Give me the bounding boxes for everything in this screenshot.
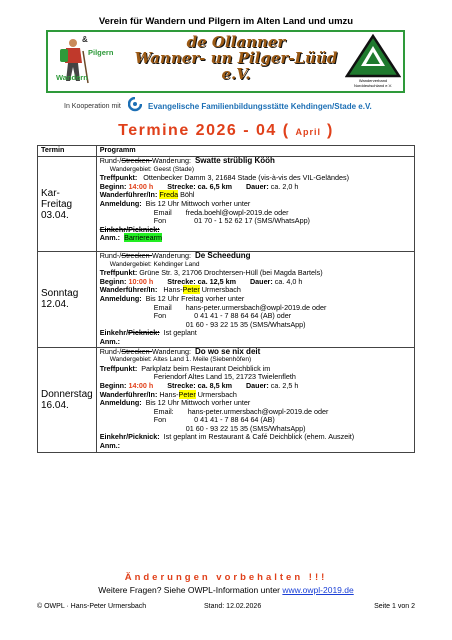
table-row: [38, 347, 415, 452]
logo-wandern: Wandern: [56, 73, 88, 82]
guide-post: Böhl: [178, 190, 195, 200]
signup-value: Bis 12 Uhr Freitag vorher unter: [145, 293, 245, 303]
duration-value: ca. 2,0 h: [270, 181, 299, 191]
signup-label: Anmeldung:: [99, 198, 142, 208]
club-name-line3: e.V.: [221, 65, 251, 83]
event-note: [100, 442, 411, 451]
signup-value: Bis 12 Uhr Mittwoch vorher unter: [145, 198, 251, 208]
meet2-value: Feriendorf Altes Land 15, 21723 Twielenfleth: [153, 372, 296, 382]
footer-page: Seite 1 von 2: [374, 603, 415, 610]
distance-value: ca. 8,5 km: [197, 380, 232, 390]
type-b: Wanderung:: [152, 156, 191, 165]
club-name: [128, 34, 344, 82]
event-note: [100, 234, 411, 243]
meet-value: Grüne Str. 3, 21706 Drochtersen-Hüll (bei Magda Bartels): [139, 268, 323, 278]
begin-label: Beginn:: [99, 276, 127, 286]
email-value[interactable]: hans-peter.urmersbach@owpl-2019.de oder: [185, 302, 327, 312]
phone-value: 01 70 - 1 52 62 17 (SMS/WhatsApp): [194, 216, 310, 226]
event-program: [96, 347, 414, 452]
event-title: Do wo se nix deit: [194, 346, 261, 356]
stop-value: Ist geplant: [163, 328, 197, 338]
type-a: Rund-/: [99, 156, 122, 165]
table-row: [38, 157, 415, 252]
coop-org: Evangelische Familienbildungsstätte Kehdingen/Stade e.V.: [148, 102, 372, 111]
meet-label: Treffpunkt:: [99, 363, 138, 373]
type-strike: Strecken-: [121, 251, 153, 260]
col-day-header: Termin: [38, 146, 97, 157]
guide-post: Urmersbach: [199, 285, 241, 295]
email-value[interactable]: hans-peter.urmersbach@owpl-2019.de oder: [187, 406, 329, 416]
wanderverband-badge: [345, 34, 401, 91]
begin-label: Beginn:: [99, 380, 127, 390]
guide-post: Urmersbach: [195, 389, 237, 399]
stop-b: Picknick:: [128, 432, 160, 442]
event-area: Wandergebiet: Kehdinger Land: [109, 260, 200, 268]
signup-label: Anmeldung:: [99, 398, 142, 408]
stop-a: Einkehr/: [99, 432, 129, 442]
distance-label: Strecke:: [167, 380, 196, 390]
duration-label: Dauer:: [245, 380, 269, 390]
begin-value: 14:00 h: [128, 380, 154, 390]
begin-label: Beginn:: [99, 181, 127, 191]
logo-pilgern: Pilgern: [88, 48, 114, 57]
email-value[interactable]: freda.boehl@owpl-2019.de oder: [185, 207, 289, 217]
type-a: Rund-/: [99, 251, 122, 260]
meet-label: Treffpunkt:: [99, 268, 138, 278]
title-month: April: [295, 127, 322, 137]
email-label: Email:: [153, 406, 174, 416]
phone-label: Fon: [153, 415, 167, 425]
guide-highlight: Freda: [159, 190, 179, 200]
distance-value: ca. 6,5 km: [197, 181, 232, 191]
signup-value: Bis 12 Uhr Mittwoch vorher unter: [145, 398, 251, 408]
schedule-table: [37, 145, 415, 453]
begin-value: 10:00 h: [128, 276, 154, 286]
event-note: [100, 338, 411, 347]
duration-value: ca. 2,5 h: [270, 380, 299, 390]
type-b: Wanderung:: [152, 346, 191, 356]
note-label: Anm.:: [99, 441, 121, 451]
family-logo-icon: [128, 97, 142, 113]
title-close: ): [326, 122, 334, 139]
note-label: Anm.:: [99, 336, 121, 346]
phone-label: Fon: [153, 216, 167, 226]
phone2-value: 01 60 - 93 22 15 35 (SMS/WhatsApp): [185, 423, 306, 433]
guide-pre: Hans-: [159, 389, 179, 399]
type-b: Wanderung:: [152, 251, 191, 260]
event-area: Wandergebiet: Altes Land 1. Meile (Siebenhöfen): [109, 356, 252, 364]
title-main: Termine 2026 - 04: [118, 122, 277, 139]
footer-copyright: © OWPL · Hans-Peter Urmersbach: [37, 603, 147, 610]
stop-a: Einkehr/: [99, 328, 129, 338]
event-type: [100, 252, 411, 261]
stop-b: Picknick:: [128, 328, 160, 338]
distance-value: ca. 12,5 km: [197, 276, 236, 286]
event-title: Swatte strüblig Kööh: [194, 156, 275, 165]
meet-label: Treffpunkt:: [99, 173, 138, 183]
phone-value: 0 41 41 - 7 88 64 64 (AB): [194, 415, 275, 425]
page-title: [0, 122, 452, 140]
club-banner: [46, 30, 405, 93]
email-label: Email: [153, 302, 172, 312]
website-link[interactable]: www.owpl-2019.de: [282, 585, 354, 595]
event-date: Donnerstag 16.04.: [38, 347, 97, 452]
phone2-value: 01 60 - 93 22 15 35 (SMS/WhatsApp): [185, 319, 306, 329]
stop-b: Picknick:: [128, 224, 160, 234]
col-program-header: Programm: [96, 146, 414, 157]
more-text: Weitere Fragen? Siehe OWPL-Information unter: [98, 585, 280, 595]
event-type: [100, 348, 411, 357]
event-type: [100, 157, 411, 166]
changes-notice: Änderungen vorbehalten !!!: [124, 572, 328, 583]
guide-label: Wanderführer/In:: [99, 190, 158, 200]
event-program: [96, 157, 414, 252]
event-date: Sonntag 12.04.: [38, 252, 97, 348]
signup-label: Anmeldung:: [99, 293, 142, 303]
duration-value: ca. 4,0 h: [274, 276, 303, 286]
meet-value: Ottenbecker Damm 3, 21684 Stade (vis-à-vis des VIL-Geländes): [143, 173, 349, 183]
table-row: [38, 252, 415, 348]
coop-label: In Kooperation mit: [64, 103, 121, 110]
logo-amp: &: [82, 35, 88, 44]
stop-a: Einkehr/: [99, 224, 129, 234]
type-a: Rund-/: [99, 346, 122, 356]
event-stop: [100, 433, 411, 442]
type-strike: Strecken-: [121, 346, 153, 356]
guide-highlight: Peter: [182, 285, 200, 295]
event-stop: [100, 329, 411, 338]
event-area: Wandergebiet: Geest (Stade): [109, 165, 195, 173]
duration-label: Dauer:: [245, 181, 269, 191]
email-label: Email: [153, 207, 172, 217]
event-title: De Scheedung: [194, 251, 251, 260]
footer-date: Stand: 12.02.2026: [204, 603, 262, 610]
stop-value: Ist geplant im Restaurant & Café Deichblick (ehem. Auszeit): [163, 432, 355, 442]
begin-value: 14:00 h: [128, 181, 154, 191]
type-strike: Strecken-: [121, 156, 153, 165]
guide-pre: Hans-: [163, 285, 183, 295]
phone-value: 0 41 41 - 7 88 64 64 (AB) oder: [194, 311, 292, 321]
mountain-badge-icon: [345, 34, 401, 78]
title-open: (: [282, 122, 290, 139]
hiker-logo: [52, 35, 132, 90]
badge-text: Wanderverband Norddeutschland e.V.: [353, 78, 393, 88]
guide-label: Wanderführer/In:: [99, 285, 158, 295]
club-name-line1: de Ollanner: [186, 33, 286, 51]
guide-highlight: Peter: [178, 389, 196, 399]
note-value: Barrierearm: [124, 233, 163, 243]
phone-label: Fon: [153, 311, 167, 321]
event-date: Kar- Freitag 03.04.: [38, 157, 97, 252]
note-label: Anm.:: [99, 233, 121, 243]
meet-value: Parkplatz beim Restaurant Deichblick im: [141, 363, 271, 373]
table-header: [38, 146, 415, 157]
guide-label: Wanderführer/In:: [99, 389, 158, 399]
more-info: [0, 585, 452, 595]
duration-label: Dauer:: [249, 276, 273, 286]
club-name-line2: Wanner- un Pilger-Lüüd: [134, 49, 338, 67]
distance-label: Strecke:: [167, 276, 196, 286]
org-name: Verein für Wandern und Pilgern im Alten Land und umzu: [98, 16, 354, 27]
distance-label: Strecke:: [167, 181, 196, 191]
event-program: [96, 252, 414, 348]
